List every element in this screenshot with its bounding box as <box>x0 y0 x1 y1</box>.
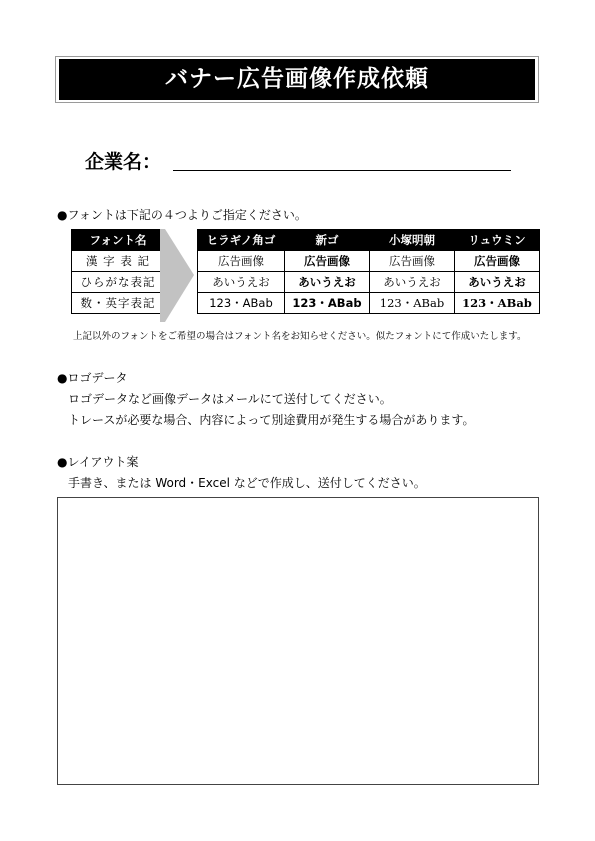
row-label-hiragana: ひらがな表記 <box>72 272 165 293</box>
font-table-note: 上記以外のフォントをご希望の場合はフォント名をお知らせください。似たフォントにて作成いたします。 <box>73 331 527 342</box>
font-samples-table <box>197 229 540 314</box>
font-header-kozuka-mincho[interactable]: 小塚明朝 <box>370 230 455 251</box>
sample-kozuka-hiragana: あいうえお <box>370 272 455 293</box>
sample-ryumin-alnum: 123・ABab <box>455 293 540 314</box>
font-header-hiragino[interactable]: ヒラギノ角ゴ <box>198 230 285 251</box>
logo-instruction-1: ロゴデータなど画像データはメールにて送付してください。 <box>68 392 392 406</box>
row-label-kanji: 漢 字 表 記 <box>72 251 165 272</box>
logo-instruction-2: トレースが必要な場合、内容によって別途費用が発生する場合があります。 <box>68 413 475 427</box>
company-name-field[interactable] <box>173 170 511 171</box>
logo-section-heading: ●ロゴデータ <box>57 371 128 385</box>
sample-shingo-kanji: 広告画像 <box>285 251 370 272</box>
sample-kozuka-alnum: 123・ABab <box>370 293 455 314</box>
company-name-label: 企業名： <box>85 151 162 173</box>
row-label-alnum: 数・英字表記 <box>72 293 165 314</box>
sample-shingo-alnum: 123・ABab <box>285 293 370 314</box>
font-header-shingo[interactable]: 新ゴ <box>285 230 370 251</box>
arrow-right-icon <box>160 229 196 322</box>
sample-shingo-hiragana: あいうえお <box>285 272 370 293</box>
sample-ryumin-hiragana: あいうえお <box>455 272 540 293</box>
font-name-header: フォント名 <box>72 230 165 251</box>
sample-hiragino-alnum: 123・ABab <box>198 293 285 314</box>
font-header-ryumin[interactable]: リュウミン <box>455 230 540 251</box>
sample-kozuka-kanji: 広告画像 <box>370 251 455 272</box>
layout-section-heading: ●レイアウト案 <box>57 455 139 469</box>
font-section-heading: ●フォントは下記の４つよりご指定ください。 <box>57 208 307 222</box>
sample-hiragino-hiragana: あいうえお <box>198 272 285 293</box>
layout-instruction: 手書き、または Word・Excel などで作成し、送付してください。 <box>68 476 426 490</box>
sample-ryumin-kanji: 広告画像 <box>455 251 540 272</box>
page-title: バナー広告画像作成依頼 <box>59 59 535 100</box>
layout-draft-area[interactable] <box>57 497 539 785</box>
sample-hiragino-kanji: 広告画像 <box>198 251 285 272</box>
font-row-labels-table <box>71 229 165 314</box>
